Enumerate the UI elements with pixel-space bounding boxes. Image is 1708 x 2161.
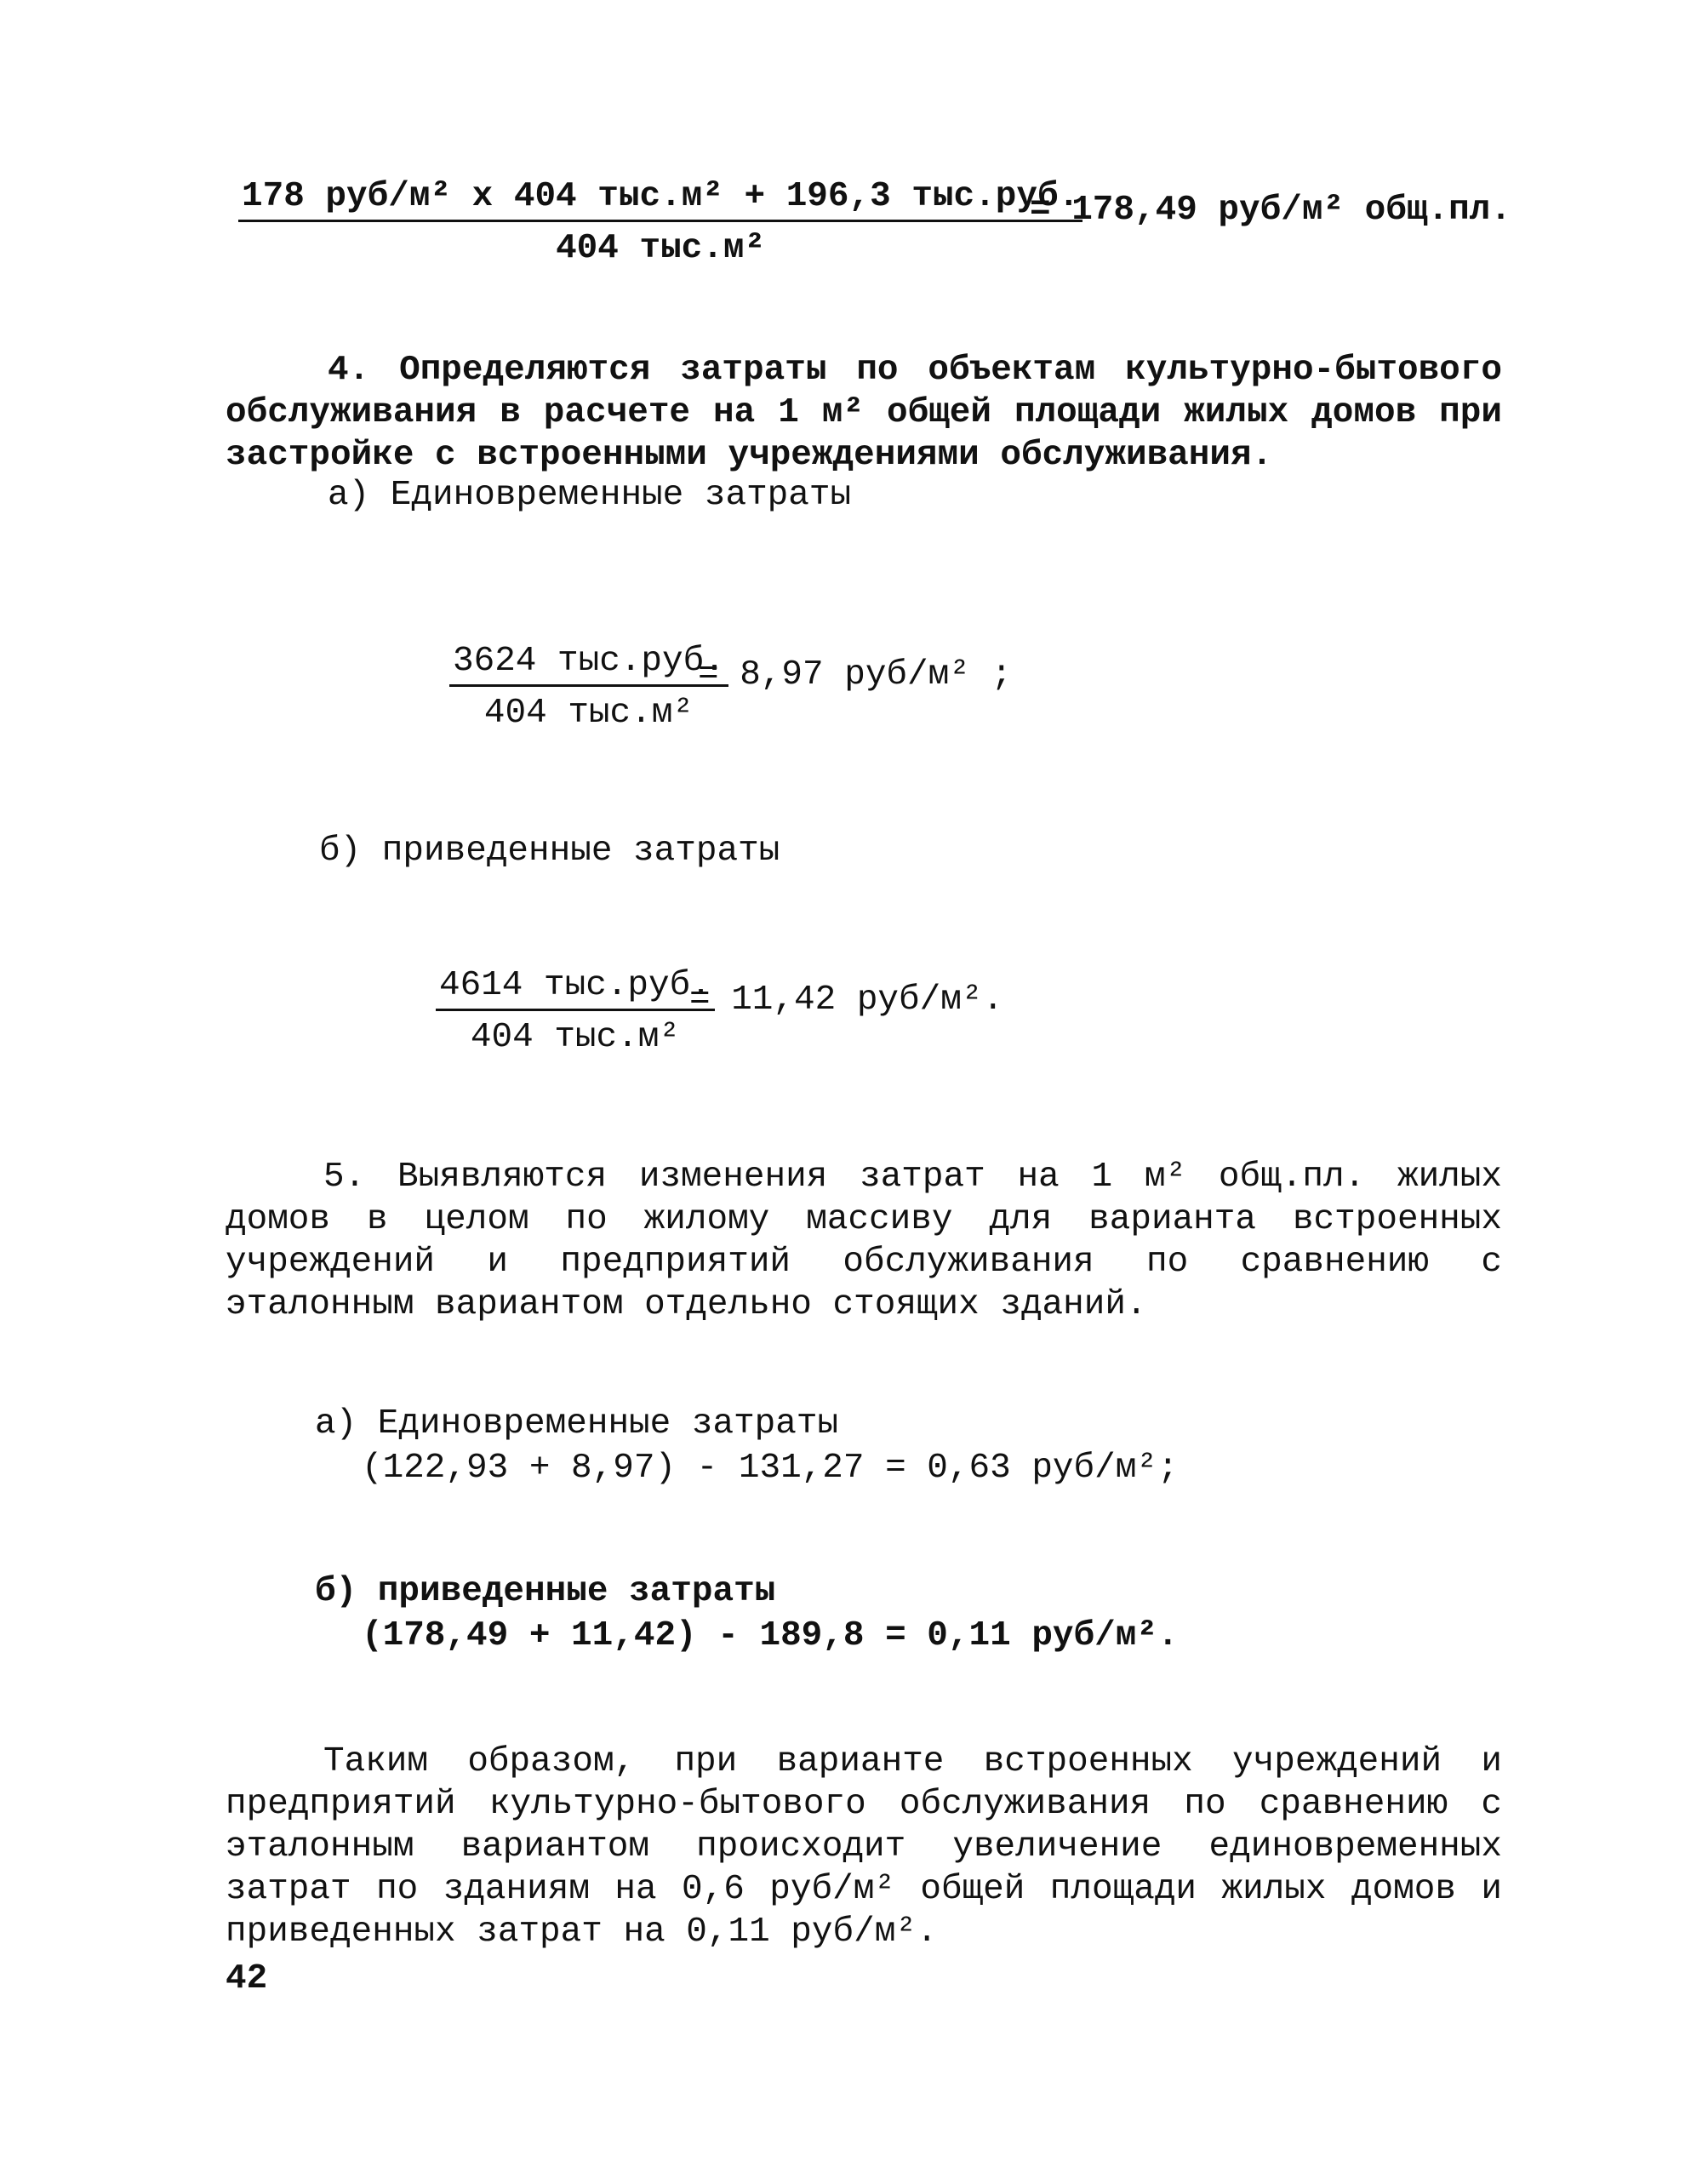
section-5-calc-a: (122,93 + 8,97) - 131,27 = 0,63 руб/м²; [362, 1449, 1179, 1488]
section-4-text: 4. Определяются затраты по объектам культурно-бытового обслуживания в расчете на 1 м² общей площади жилых домов при застройке с встроенными учреждениями обслуживания. [226, 351, 1502, 475]
section-5-text: 5. Выявляются изменения затрат на 1 м² общ.пл. жилых домов в целом по жилому массиву для варианта встроенных учреждений и предприятий обслуживания по сравнению с эталонным вариантом отдельно стоящих зданий. [226, 1158, 1502, 1324]
formula-b-denominator: 404 тыс.м² [470, 1018, 680, 1057]
section-5-calc-b: (178,49 + 11,42) - 189,8 = 0,11 руб/м². [362, 1616, 1179, 1655]
formula-b-result: = 11,42 руб/м². [689, 980, 1004, 1020]
formula-a-result: = 8,97 руб/м² ; [698, 655, 1013, 695]
formula-b-fraction [436, 964, 715, 1059]
section-4-item-b: б) приведенные затраты [319, 832, 780, 871]
section-4-item-a: а) Единовременные затраты [328, 476, 852, 515]
formula-1-numerator: 178 руб/м² х 404 тыс.м² + 196,3 тыс.руб. [238, 175, 1082, 222]
section-4-paragraph [226, 349, 1502, 477]
section-5-item-a: а) Единовременные затраты [315, 1404, 839, 1444]
formula-a-numerator: 3624 тыс.руб. [449, 640, 728, 687]
section-5-paragraph [226, 1156, 1502, 1326]
page-number: 42 [226, 1959, 268, 1998]
formula-1-fraction [238, 175, 1082, 270]
formula-a-denominator: 404 тыс.м² [483, 694, 694, 733]
formula-b-numerator: 4614 тыс.руб. [436, 964, 715, 1011]
formula-1-result: = 178,49 руб/м² общ.пл. [1030, 191, 1511, 230]
conclusion-paragraph [226, 1741, 1502, 1953]
formula-a-fraction [449, 640, 728, 735]
formula-1-denominator: 404 тыс.м² [556, 229, 766, 268]
conclusion-text: Таким образом, при варианте встроенных учреждений и предприятий культурно-бытового обслуживания по сравнению с эталонным вариантом происходит увеличение единовременных затрат по зданиям на 0,6 руб/м² общей площади жилых домов и приведенных затрат на 0,11 руб/м². [226, 1742, 1502, 1952]
section-5-item-b: б) приведенные затраты [315, 1572, 776, 1611]
